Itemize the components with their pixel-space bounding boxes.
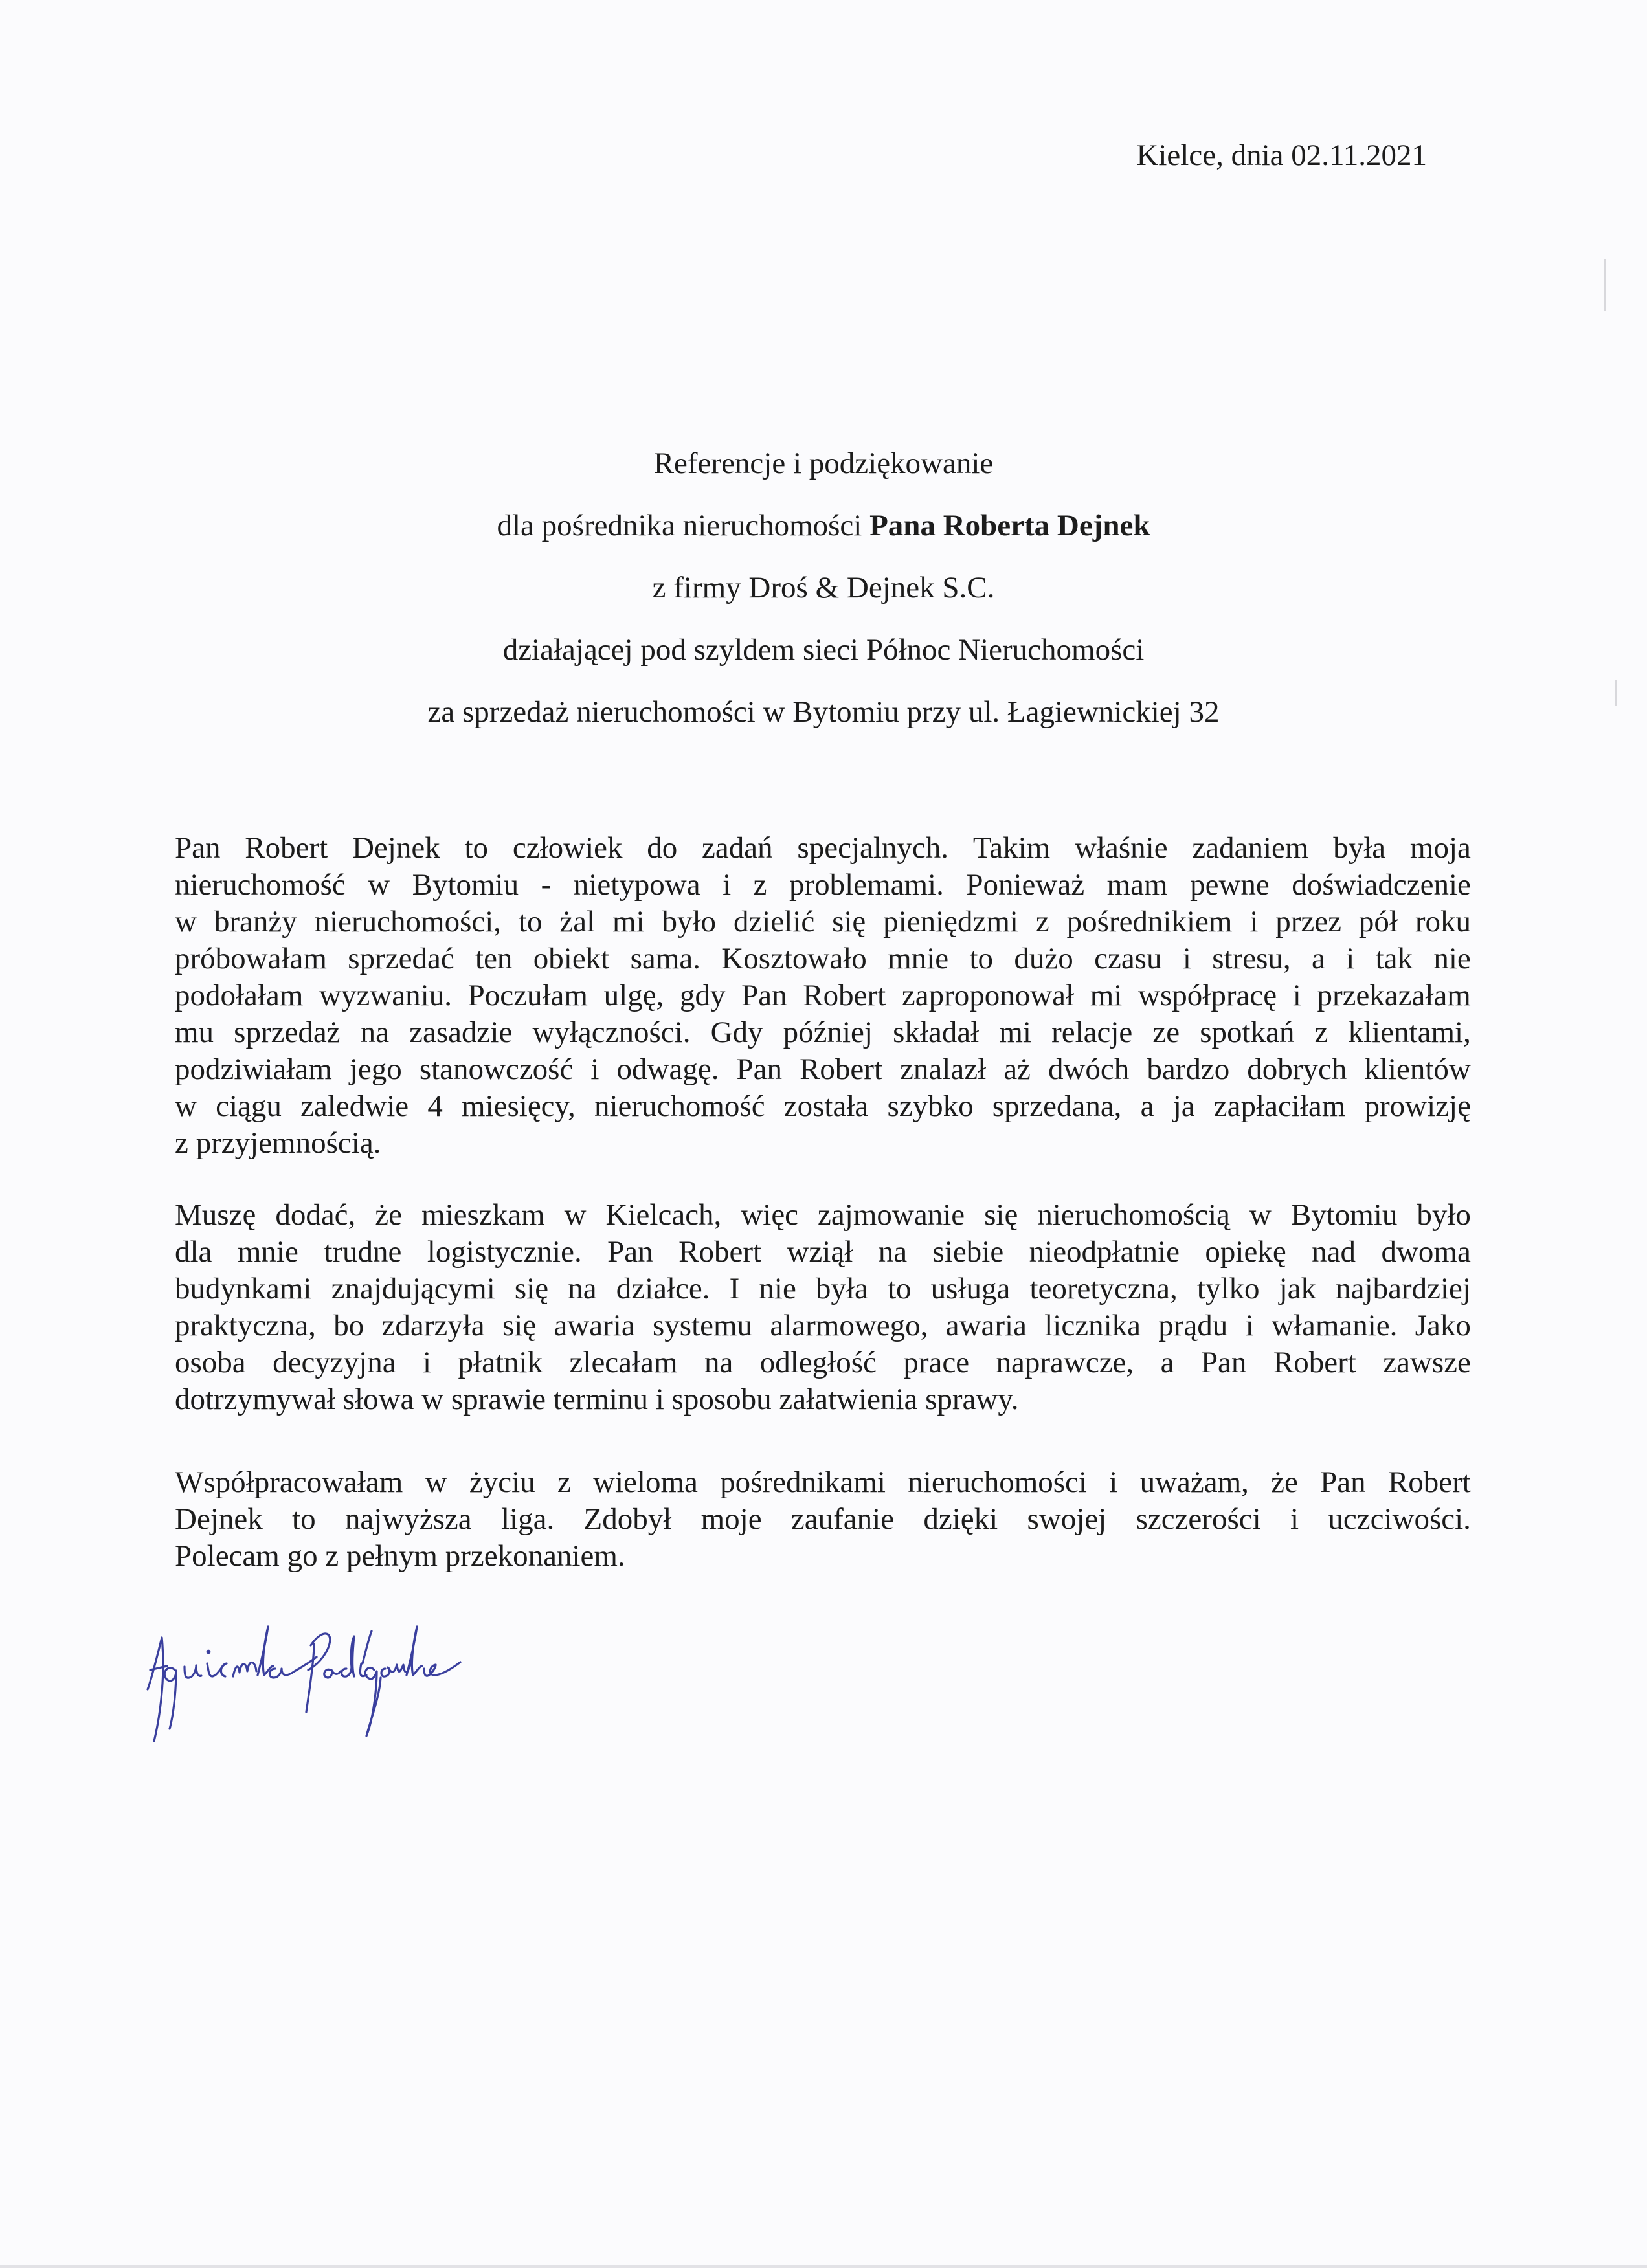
word: Dejnek [175, 1502, 263, 1536]
word: a [1140, 1089, 1154, 1123]
word: nieruchomość [175, 868, 346, 902]
word: dwoma [1381, 1235, 1471, 1269]
paragraph-line [175, 1271, 1471, 1307]
letter-heading [0, 432, 1647, 743]
word: decyzyjna [273, 1346, 396, 1379]
word: wziął [787, 1235, 853, 1269]
word: Kosztowało [721, 942, 867, 975]
word: zdarzyła [381, 1309, 485, 1342]
word: nieruchomości, [314, 905, 502, 939]
word: się [832, 905, 866, 939]
word: w [175, 1089, 197, 1123]
word: mnie [888, 942, 949, 975]
paragraph-3 [175, 1464, 1471, 1575]
paragraph-line [175, 830, 1471, 867]
paragraph-line [175, 1014, 1471, 1051]
word: Zdobył [583, 1502, 672, 1536]
word: trudne [324, 1235, 402, 1269]
paragraph-line [175, 1381, 1471, 1418]
word: sprzedana, [992, 1089, 1122, 1123]
word: zlecałam [569, 1346, 678, 1379]
word: mam [1106, 868, 1168, 902]
word: branży [214, 905, 297, 939]
word: była [1333, 831, 1386, 865]
word: i [1245, 1309, 1254, 1342]
word: się [502, 1309, 537, 1342]
paragraph-line [175, 1125, 1471, 1162]
word: znajdującymi [331, 1272, 495, 1306]
word: usługa [930, 1272, 1011, 1306]
paragraph-1 [175, 830, 1471, 1162]
word: do [647, 831, 678, 865]
word: osoba [175, 1346, 246, 1379]
word: że [375, 1198, 403, 1232]
word: zaledwie [300, 1089, 409, 1123]
word: relacje [1051, 1016, 1133, 1049]
word: czasu [1094, 942, 1162, 975]
word: nie [759, 1272, 796, 1306]
word: Takim [972, 831, 1051, 865]
scan-artifact [1615, 680, 1617, 706]
word: go [287, 1539, 318, 1573]
word: Ponieważ [966, 868, 1085, 902]
word: i [1249, 905, 1259, 939]
word: na [704, 1346, 734, 1379]
word: dzięki [923, 1502, 998, 1536]
word: w [368, 868, 390, 902]
word: była [815, 1272, 868, 1306]
word: nad [1312, 1235, 1356, 1269]
paragraph-line [175, 867, 1471, 904]
word: Robert [1273, 1346, 1356, 1379]
word: zadań [702, 831, 773, 865]
word: przekazałam [1317, 979, 1471, 1012]
word: liga. [500, 1502, 555, 1536]
word: słowa [342, 1383, 414, 1416]
word: naprawcze, [996, 1346, 1134, 1379]
word: dodać, [275, 1198, 356, 1232]
word: pośrednikiem [1066, 905, 1233, 939]
word: nie [1433, 942, 1471, 975]
word: nieodpłatnie [1029, 1235, 1180, 1269]
word: spotkań [1200, 1016, 1295, 1049]
word: Pan [175, 831, 221, 865]
word: alarmowego, [770, 1309, 928, 1342]
word: podołałam [175, 979, 304, 1012]
word: mi [1090, 979, 1123, 1012]
word: i [655, 1383, 664, 1416]
paragraph-line [175, 1464, 1471, 1501]
word: bardzo [1147, 1052, 1230, 1086]
word: systemu [653, 1309, 753, 1342]
word: klientów [1364, 1052, 1471, 1086]
word: Bytomiu [412, 868, 519, 902]
word: szybko [887, 1089, 974, 1123]
word: sprzedaż [234, 1016, 341, 1049]
word: moje [700, 1502, 762, 1536]
word: sama. [630, 942, 700, 975]
word: odwagę. [616, 1052, 719, 1086]
word: mieszkam [421, 1198, 545, 1232]
paragraph-line [175, 1051, 1471, 1088]
word: pośrednikami [720, 1465, 886, 1499]
word: i [1292, 979, 1301, 1012]
paragraph-line [175, 977, 1471, 1014]
word: odległość [759, 1346, 877, 1379]
paragraph-2 [175, 1197, 1471, 1418]
word: praktyczna, [175, 1309, 316, 1342]
word: - [541, 868, 552, 902]
word: opiekę [1205, 1235, 1286, 1269]
word: dotrzymywał [175, 1383, 335, 1416]
word: a [1311, 942, 1325, 975]
signature-icon [136, 1599, 719, 1748]
word: nieruchomości [908, 1465, 1087, 1499]
word: najbardziej [1336, 1272, 1471, 1306]
word: przyjemnością. [196, 1126, 381, 1160]
word: Muszę [175, 1198, 256, 1232]
word: zaproponował [901, 979, 1075, 1012]
word: Robert [678, 1235, 762, 1269]
word: Współpracowałam [175, 1465, 403, 1499]
word: i [1109, 1465, 1118, 1499]
paragraph-line [175, 1538, 1471, 1575]
word: właśnie [1075, 831, 1168, 865]
word: to [969, 942, 994, 975]
word: że [1271, 1465, 1298, 1499]
word: żal [559, 905, 596, 939]
word: dużo [1014, 942, 1073, 975]
word: wieloma [593, 1465, 698, 1499]
agent-name-bold: Pana Roberta Dejnek [869, 509, 1150, 542]
word: życiu [469, 1465, 535, 1499]
word: Robert [803, 979, 886, 1012]
word: Pan [607, 1235, 653, 1269]
word: prowizję [1364, 1089, 1471, 1123]
heading-line-4: działającej pod szyldem sieci Północ Nieruchomości [502, 633, 1145, 667]
word: ja [1172, 1089, 1195, 1123]
word: sprawie [451, 1383, 546, 1416]
word: przez [1275, 905, 1342, 939]
word: 4 [427, 1089, 443, 1123]
word: mnie [237, 1235, 298, 1269]
heading-line-2-prefix: dla pośrednika nieruchomości [497, 509, 870, 542]
word: się [514, 1272, 549, 1306]
place-and-date: Kielce, dnia 02.11.2021 [1136, 139, 1427, 172]
word: aż [1003, 1052, 1031, 1086]
word: wyzwaniu. [319, 979, 452, 1012]
word: Robert [245, 831, 328, 865]
word: tak [1375, 942, 1413, 975]
word: to [292, 1502, 316, 1536]
word: szczerości [1136, 1502, 1261, 1536]
word: dzielić [733, 905, 815, 939]
word: z [1314, 1016, 1328, 1049]
word: specjalnych. [797, 831, 949, 865]
word: budynkami [175, 1272, 312, 1306]
word: w [421, 1383, 444, 1416]
word: siebie [932, 1235, 1004, 1269]
word: doświadczenie [1292, 868, 1471, 902]
word: z [175, 1126, 188, 1160]
word: Pan [1320, 1465, 1366, 1499]
word: ten [475, 942, 513, 975]
word: w [425, 1465, 447, 1499]
word: stresu, [1212, 942, 1291, 975]
word: działce. [616, 1272, 710, 1306]
paragraph-line [175, 1197, 1471, 1234]
word: Jako [1415, 1309, 1471, 1342]
word: i [423, 1346, 432, 1379]
word: jego [349, 1052, 402, 1086]
heading-line-3: z firmy Droś & Dejnek S.C. [652, 571, 995, 605]
word: sprzedać [348, 942, 454, 975]
word: włamanie. [1271, 1309, 1398, 1342]
paragraph-line [175, 940, 1471, 977]
word: więc [741, 1198, 799, 1232]
word: problemami. [789, 868, 944, 902]
page-bottom-edge [0, 2265, 1647, 2268]
word: i [723, 868, 732, 902]
word: mi [612, 905, 645, 939]
word: Pan [1200, 1346, 1247, 1379]
word: przekonaniem. [445, 1539, 625, 1573]
word: pieniędzmi [883, 905, 1018, 939]
word: logistycznie. [427, 1235, 582, 1269]
scan-artifact [1604, 259, 1606, 311]
word: awaria [554, 1309, 635, 1342]
word: miesięcy, [462, 1089, 576, 1123]
word: dla [175, 1235, 212, 1269]
word: z [753, 868, 767, 902]
word: wyłączności. [532, 1016, 691, 1049]
word: klientami, [1348, 1016, 1471, 1049]
word: Pan [736, 1052, 783, 1086]
word: to [464, 831, 489, 865]
word: się [984, 1198, 1018, 1232]
word: mu [175, 1016, 214, 1049]
paragraph-line [175, 1088, 1471, 1125]
word: pełnym [346, 1539, 438, 1573]
word: z [1035, 905, 1049, 939]
word: zaufanie [790, 1502, 895, 1536]
word: mi [999, 1016, 1031, 1049]
word: zadaniem [1192, 831, 1309, 865]
word: było [662, 905, 717, 939]
word: teoretyczna, [1029, 1272, 1178, 1306]
word: została [783, 1089, 869, 1123]
word: na [568, 1272, 597, 1306]
word: to [887, 1272, 912, 1306]
word: I [729, 1272, 740, 1306]
word: Gdy [710, 1016, 763, 1049]
word: zawsze [1383, 1346, 1471, 1379]
word: ulgę, [603, 979, 664, 1012]
word: Pan [741, 979, 787, 1012]
word: stanowczość [419, 1052, 574, 1086]
word: w [564, 1198, 587, 1232]
word: w [1249, 1198, 1272, 1232]
word: Bytomiu [1290, 1198, 1398, 1232]
word: podziwiałam [175, 1052, 332, 1086]
word: Robert [1387, 1465, 1471, 1499]
word: pół [1358, 905, 1398, 939]
word: Poczułam [467, 979, 588, 1012]
word: później [783, 1016, 873, 1049]
word: na [878, 1235, 908, 1269]
word: awaria [945, 1309, 1027, 1342]
word: pewne [1190, 868, 1270, 902]
word: dobrych [1247, 1052, 1347, 1086]
word: a [1160, 1346, 1174, 1379]
word: prace [903, 1346, 970, 1379]
word: było [1417, 1198, 1471, 1232]
word: i [1182, 942, 1191, 975]
word: obiekt [533, 942, 610, 975]
word: w [175, 905, 197, 939]
word: z [325, 1539, 339, 1573]
word: bo [333, 1309, 364, 1342]
word: i [1290, 1502, 1299, 1536]
heading-line-2 [0, 495, 1647, 557]
word: płatnik [458, 1346, 543, 1379]
word: najwyższa [344, 1502, 472, 1536]
word: to [518, 905, 543, 939]
word: załatwienia [779, 1383, 918, 1416]
word: i [1346, 942, 1355, 975]
word: terminu [553, 1383, 648, 1416]
word: zapłaciłam [1213, 1089, 1346, 1123]
heading-line-1: Referencje i podziękowanie [653, 447, 994, 480]
word: próbowałam [175, 942, 327, 975]
word: zasadzie [409, 1016, 513, 1049]
word: Kielcach, [605, 1198, 722, 1232]
word: współpracę [1138, 979, 1277, 1012]
word: zajmowanie [818, 1198, 965, 1232]
word: gdy [679, 979, 726, 1012]
word: tylko [1196, 1272, 1260, 1306]
word: ciągu [216, 1089, 282, 1123]
word: sposobu [671, 1383, 772, 1416]
word: uczciwości. [1328, 1502, 1471, 1536]
paragraph-line [175, 1344, 1471, 1381]
word: znalazł [900, 1052, 987, 1086]
paragraph-line [175, 1234, 1471, 1271]
paragraph-line [175, 904, 1471, 940]
paragraph-line [175, 1501, 1471, 1538]
word: z [557, 1465, 571, 1499]
word: sprawy. [925, 1383, 1019, 1416]
word: ze [1152, 1016, 1180, 1049]
word: dwóch [1048, 1052, 1130, 1086]
word: i [590, 1052, 599, 1086]
word: prądu [1158, 1309, 1228, 1342]
heading-line-5: za sprzedaż nieruchomości w Bytomiu przy ul. Łagiewnickiej 32 [427, 695, 1220, 729]
word: na [360, 1016, 390, 1049]
word: Polecam [175, 1539, 280, 1573]
word: Robert [800, 1052, 882, 1086]
word: roku [1415, 905, 1471, 939]
word: nieruchomością [1037, 1198, 1230, 1232]
word: licznika [1044, 1309, 1141, 1342]
word: moja [1409, 831, 1471, 865]
word: Dejnek [352, 831, 440, 865]
handwritten-signature [136, 1599, 719, 1748]
word: człowiek [512, 831, 623, 865]
word: swojej [1027, 1502, 1107, 1536]
word: nieruchomość [594, 1089, 765, 1123]
word: składał [893, 1016, 980, 1049]
word: nietypowa [573, 868, 700, 902]
word: jak [1279, 1272, 1317, 1306]
paragraph-line [175, 1307, 1471, 1344]
word: uważam, [1139, 1465, 1249, 1499]
